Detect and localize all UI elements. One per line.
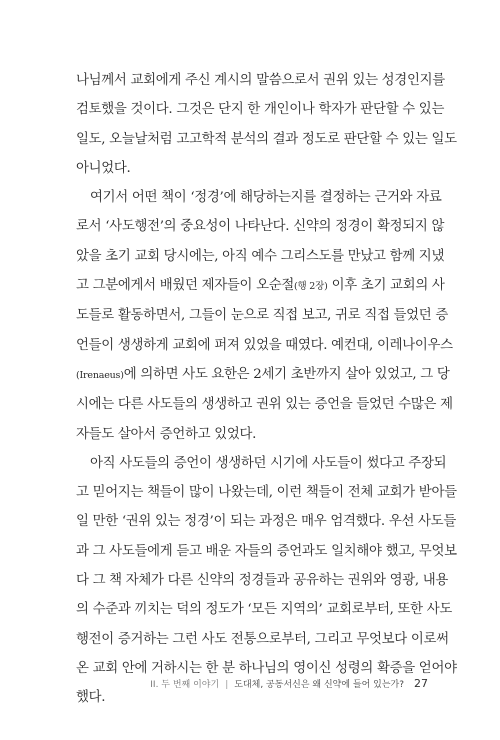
footer-separator: |	[225, 680, 229, 690]
paragraph	[76, 66, 457, 183]
text-segment: 이후 초기 교회의 사	[327, 278, 445, 294]
text-line: 다 그 책 자체가 다른 신약의 정경들과 공유하는 권위와 영광, 내용	[76, 573, 449, 589]
text-line: 검토했을 것이다. 그것은 단지 한 개인이나 학자가 판단할 수 있는	[76, 102, 445, 118]
inline-note: (Irenaeus)	[76, 369, 124, 381]
text-line: 과 그 사도들에게 듣고 배운 자들의 증언과도 일치해야 했고, 무엇보	[76, 543, 457, 559]
text-line: 고 믿어지는 책들이 많이 나왔는데, 이런 책들이 전체 교회가 받아들	[76, 485, 457, 501]
body-text	[76, 66, 457, 713]
text-line	[76, 360, 450, 390]
text-line: 했다.	[76, 690, 106, 706]
text-line: 았을 초기 교회 당시에는, 아직 예수 그리스도를 만났고 함께 지냈	[76, 248, 445, 264]
page-number: 27	[414, 677, 428, 690]
text-segment: 에 의하면 사도 요한은 2세기 초반까지 살아 있었고, 그 당	[123, 366, 450, 382]
text-line	[76, 271, 445, 301]
text-line: 나님께서 교회에게 주신 계시의 말씀으로서 권위 있는 성경인지를	[76, 73, 445, 88]
text-line: 온 교회 안에 거하시는 한 분 하나님의 영이신 성령의 확증을 얻어야	[76, 660, 457, 676]
paragraph	[76, 449, 457, 713]
text-line: 여기서 어떤 책이 ‘정경’에 해당하는지를 결정하는 근거와 자료	[90, 190, 442, 206]
text-line: 시에는 다른 사도들의 생생하고 권위 있는 증언을 들었던 수많은 제	[76, 397, 453, 413]
text-line: 아니었다.	[76, 160, 131, 176]
text-line: 도들로 활동하면서, 그들이 눈으로 직접 보고, 귀로 직접 들었던 증	[76, 308, 449, 324]
text-line: 언들이 생생하게 교회에 퍼져 있었을 때였다. 예컨대, 이레나이우스	[76, 337, 453, 353]
text-line: 로서 ‘사도행전’의 중요성이 나타난다. 신약의 정경이 확정되지 않	[76, 219, 445, 235]
text-line: 자들도 살아서 증언하고 있었다.	[76, 426, 257, 442]
paragraph	[76, 183, 453, 449]
text-line: 아직 사도들의 증언이 생생하던 시기에 사도들이 썼다고 주장되	[90, 455, 447, 471]
footer-title: 도대체, 공동서신은 왜 신약에 들어 있는가?	[234, 680, 404, 690]
footer-chapter: II. 두 번째 이야기	[150, 680, 220, 690]
text-line: 행전이 증거하는 그런 사도 전통으로부터, 그리고 무엇보다 이로써	[76, 631, 449, 647]
text-line: 일도, 오늘날처럼 고고학적 분석의 결과 정도로 판단할 수 있는 일도	[76, 131, 457, 147]
text-line: 일 만한 ‘권위 있는 정경’이 되는 과정은 매우 엄격했다. 우선 사도들	[76, 514, 456, 530]
text-segment: 고 그분에게서 배웠던 제자들이 오순절	[76, 278, 294, 294]
text-line: 의 수준과 끼치는 덕의 정도가 ‘모든 지역의’ 교회로부터, 또한 사도	[76, 602, 452, 618]
running-footer	[150, 677, 428, 690]
inline-note: (행 2장)	[294, 281, 328, 293]
